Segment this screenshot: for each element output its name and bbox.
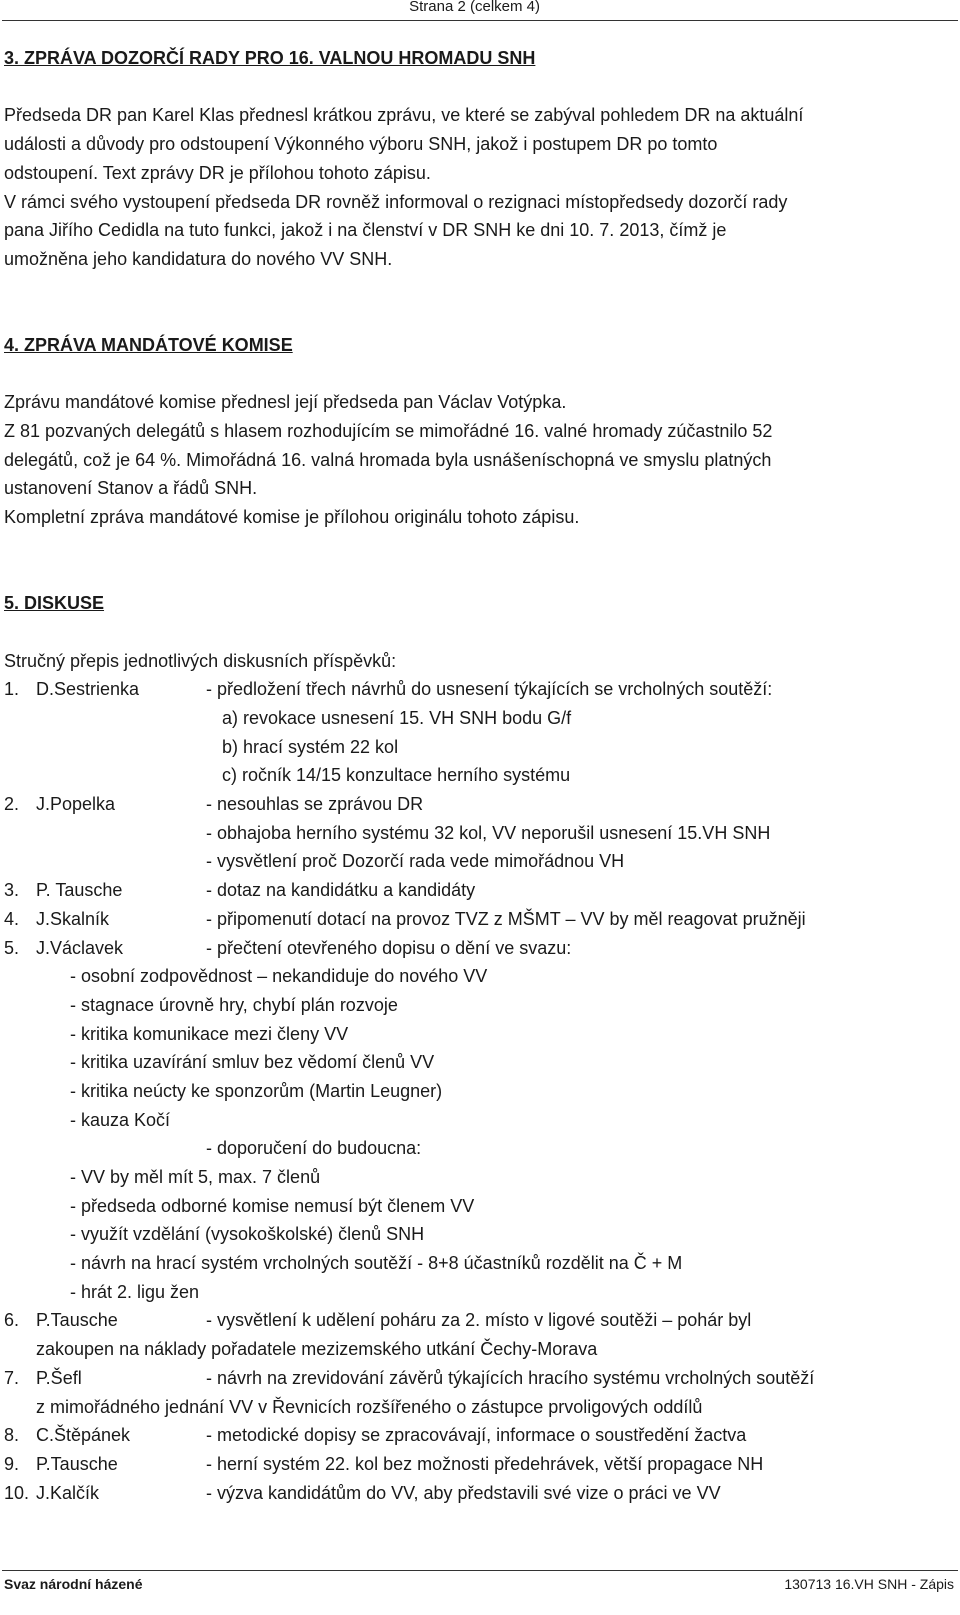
item-text: - herní systém 22. kol bez možnosti předehrávek, větší propagace NH bbox=[206, 1453, 764, 1474]
footer-rule bbox=[2, 1570, 958, 1571]
document-body bbox=[4, 44, 954, 1507]
section-3-line: V rámci svého vystoupení předseda DR rovněž informoval o rezignaci místopředsedy dozorčí rady bbox=[4, 191, 788, 212]
section-4-line: ustanovení Stanov a řádů SNH. bbox=[4, 478, 258, 499]
footer-document-id: 130713 16.VH SNH - Zápis bbox=[784, 1576, 954, 1592]
item-continuation: z mimořádného jednání VV v Řevnicích rozšířeného o zástupce prvoligových oddílů bbox=[36, 1396, 703, 1417]
recommendation: - předseda odborné komise nemusí být členem VV bbox=[70, 1195, 475, 1216]
discussion-item bbox=[4, 876, 954, 905]
section-3-line: pana Jiřího Cedidla na tuto funkci, jakož i na členství v DR SNH ke dni 10. 7. 2013, čímž je bbox=[4, 220, 727, 241]
letter-point: - kauza Kočí bbox=[70, 1109, 171, 1130]
section-4-line: Z 81 pozvaných delegátů s hlasem rozhodujícím se mimořádné 16. valné hromady zúčastnilo 52 bbox=[4, 421, 773, 442]
speaker-name: J.Skalník bbox=[36, 908, 110, 929]
section-3-line: odstoupení. Text zprávy DR je přílohou tohoto zápisu. bbox=[4, 162, 431, 183]
speaker-name: P. Tausche bbox=[36, 880, 123, 901]
recommendation: - využít vzdělání (vysokoškolské) členů SNH bbox=[70, 1224, 425, 1245]
speaker-name: P.Tausche bbox=[36, 1453, 118, 1474]
recommendation: - návrh na hrací systém vrcholných soutěží - 8+8 účastníků rozdělit na Č + M bbox=[70, 1253, 683, 1274]
speaker-name: P.Šefl bbox=[36, 1367, 82, 1388]
item-number: 6. bbox=[4, 1310, 20, 1331]
section-3-heading: 3. ZPRÁVA DOZORČÍ RADY PRO 16. VALNOU HROMADU SNH bbox=[4, 48, 536, 68]
section-4-line: delegátů, což je 64 %. Mimořádná 16. valná hromada byla usnášeníschopná ve smyslu platných bbox=[4, 449, 772, 470]
discussion-item bbox=[4, 1479, 954, 1508]
letter-point: - kritika uzavírání smluv bez vědomí členů VV bbox=[70, 1052, 435, 1073]
footer-organization: Svaz národní házené bbox=[4, 1576, 143, 1592]
item-text: - předložení třech návrhů do usnesení týkajících se vrcholných soutěží: bbox=[206, 679, 773, 700]
item-subpoint: a) revokace usnesení 15. VH SNH bodu G/f bbox=[222, 708, 572, 729]
discussion-item bbox=[4, 1450, 954, 1479]
section-3-line: události a důvody pro odstoupení Výkonného výboru SNH, jakož i postupem DR po tomto bbox=[4, 134, 718, 155]
discussion-item bbox=[4, 790, 954, 819]
section-4-heading: 4. ZPRÁVA MANDÁTOVÉ KOMISE bbox=[4, 334, 293, 355]
page-number: Strana 2 (celkem 4) bbox=[409, 0, 540, 15]
item-number: 1. bbox=[4, 679, 20, 700]
letter-point: - osobní zodpovědnost – nekandiduje do nového VV bbox=[70, 966, 488, 987]
section-4-line: Kompletní zpráva mandátové komise je přílohou originálu tohoto zápisu. bbox=[4, 507, 580, 528]
section-5-heading: 5. DISKUSE bbox=[4, 593, 105, 614]
item-text: - výzva kandidátům do VV, aby představili své vize o práci ve VV bbox=[206, 1482, 721, 1503]
speaker-name: D.Sestrienka bbox=[36, 679, 140, 700]
recommendation: - hrát 2. ligu žen bbox=[70, 1281, 200, 1302]
item-text: - přečtení otevřeného dopisu o dění ve svazu: bbox=[206, 937, 572, 958]
speaker-name: J.Popelka bbox=[36, 794, 116, 815]
item-text: - vysvětlení k udělení poháru za 2. místo v ligové soutěži – pohár byl bbox=[206, 1310, 752, 1331]
discussion-item bbox=[4, 675, 954, 704]
item-number: 3. bbox=[4, 880, 20, 901]
item-number: 10. bbox=[4, 1482, 30, 1503]
recommendation: - VV by měl mít 5, max. 7 členů bbox=[70, 1167, 321, 1188]
item-subpoint: b) hrací systém 22 kol bbox=[222, 736, 399, 757]
speaker-name: P.Tausche bbox=[36, 1310, 118, 1331]
speaker-name: C.Štěpánek bbox=[36, 1425, 131, 1446]
letter-point: - kritika komunikace mezi členy VV bbox=[70, 1023, 349, 1044]
section-4-line: Zprávu mandátové komise přednesl její předseda pan Václav Votýpka. bbox=[4, 392, 567, 413]
discussion-item bbox=[4, 905, 954, 934]
item-text: - dotaz na kandidátku a kandidáty bbox=[206, 880, 476, 901]
discussion-intro: Stručný přepis jednotlivých diskusních příspěvků: bbox=[4, 650, 397, 671]
discussion-item bbox=[4, 1306, 954, 1335]
item-continuation: - vysvětlení proč Dozorčí rada vede mimořádnou VH bbox=[206, 851, 625, 872]
recommendations-title: - doporučení do budoucna: bbox=[206, 1138, 422, 1159]
discussion-item bbox=[4, 934, 954, 963]
item-continuation: zakoupen na náklady pořadatele mezizemského utkání Čechy-Morava bbox=[36, 1339, 598, 1360]
speaker-name: J.Václavek bbox=[36, 937, 124, 958]
discussion-item bbox=[4, 1364, 954, 1393]
item-number: 8. bbox=[4, 1425, 20, 1446]
item-subpoint: c) ročník 14/15 konzultace herního systému bbox=[222, 765, 571, 786]
item-text: - nesouhlas se zprávou DR bbox=[206, 794, 424, 815]
item-number: 9. bbox=[4, 1453, 20, 1474]
section-3-line: Předseda DR pan Karel Klas přednesl krátkou zprávu, ve které se zabýval pohledem DR na aktuální bbox=[4, 105, 804, 126]
item-text: - návrh na zrevidování závěrů týkajících hracího systému vrcholných soutěží bbox=[206, 1367, 815, 1388]
item-number: 4. bbox=[4, 908, 20, 929]
letter-point: - kritika neúcty ke sponzorům (Martin Leugner) bbox=[70, 1080, 443, 1101]
item-number: 2. bbox=[4, 794, 20, 815]
item-text: - připomenutí dotací na provoz TVZ z MŠMT – VV by měl reagovat pružněji bbox=[206, 908, 806, 929]
header-rule bbox=[2, 20, 958, 21]
speaker-name: J.Kalčík bbox=[36, 1482, 100, 1503]
discussion-item bbox=[4, 1421, 954, 1450]
section-3-line: umožněna jeho kandidatura do nového VV SNH. bbox=[4, 248, 393, 269]
letter-point: - stagnace úrovně hry, chybí plán rozvoje bbox=[70, 994, 398, 1015]
item-text: - metodické dopisy se zpracovávají, informace o soustředění žactva bbox=[206, 1425, 747, 1446]
item-continuation: - obhajoba herního systému 32 kol, VV neporušil usnesení 15.VH SNH bbox=[206, 822, 771, 843]
item-number: 5. bbox=[4, 937, 20, 958]
item-number: 7. bbox=[4, 1367, 20, 1388]
